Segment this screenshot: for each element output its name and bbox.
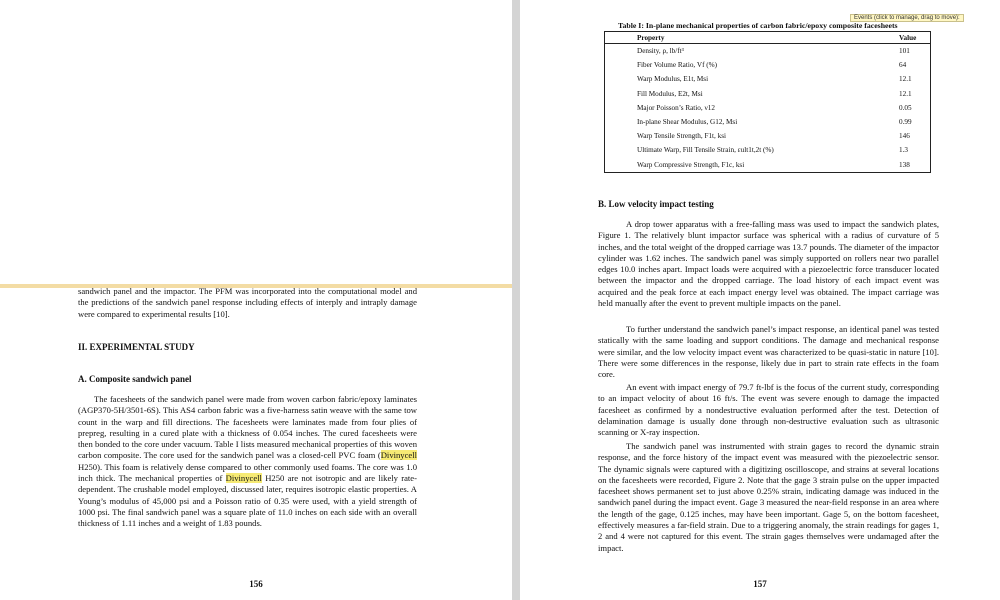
table-row — [605, 129, 931, 143]
table-row — [605, 143, 931, 157]
document-page-right — [520, 0, 1000, 600]
table-cell: In-plane Shear Modulus, G12, Msi — [637, 118, 738, 127]
table-cell: Warp Compressive Strength, F1c, ksi — [637, 160, 745, 169]
table-cell: 12.1 — [899, 89, 912, 98]
subsection-heading: A. Composite sandwich panel — [78, 374, 192, 384]
composite-paragraph — [78, 394, 417, 530]
blank-area — [0, 0, 512, 284]
para-text: The facesheets of the sandwich panel were made from woven carbon fabric/epoxy laminates (AGP370-5H/3501-6S). This AS4 carbon fabric was a five-harness satin weave with the same tow count in the warp and fill directions. The facesheets were laminates made from four plies of prepreg, resulting in a cured plate with a thickness of 0.054 inches. The cured facesheets were then bonded to the core under vacuum. Table I lists measured mechanical properties of this woven carbon composite. The core used for the sandwich panel was a closed-cell PVC foam ( — [78, 394, 417, 461]
table-row — [605, 87, 931, 101]
table-cell: Warp Tensile Strength, F1t, ksi — [637, 132, 727, 141]
table-header-row — [605, 32, 931, 44]
section-heading: II. EXPERIMENTAL STUDY — [78, 342, 195, 352]
impact-paragraph-1: A drop tower apparatus with a free-falling mass was used to impact the sandwich plates, Figure 1. The relatively blunt impactor surface was spherical with a radius of curvature of 5 inches, and the total weight of the dropped carriage was 13.7 pounds. The diameter of the impactor cylinder was 1.62 inches. The sandwich panel was simply supported on rollers near two parallel edges 10.0 inches apart. Impact loads were acquired with a piezoelectric force transducer located between the impactor and the dropped carriage. The load history of each impact event was acquired and the peak force at each impact energy level was obtained. The impact carriage was held manually after the event to prevent multiple impacts on the panel. — [598, 219, 939, 309]
table-row — [605, 115, 931, 129]
table-row — [605, 72, 931, 86]
table-cell: Warp Modulus, E1t, Msi — [637, 75, 709, 84]
page-number: 156 — [249, 579, 263, 589]
table-caption: Table I: In-plane mechanical properties of carbon fabric/epoxy composite facesheets — [618, 21, 898, 30]
impact-paragraph-2: To further understand the sandwich panel’s impact response, an identical panel was tested statically with the same loading and support conditions. The damage and mechanical response were similar, and the low velocity impact event was characterized to be quasi-static in nature [10]. There were some differences in the response, likely due in part to strain rate effects in the foam core. — [598, 324, 939, 380]
table-cell: Fill Modulus, E2t, Msi — [637, 89, 703, 98]
table-cell: Ultimate Warp, Fill Tensile Strain, εult1t,2t (%) — [637, 146, 774, 155]
table-cell: Major Poisson’s Ratio, ν12 — [637, 103, 715, 112]
table-cell: 0.05 — [899, 103, 912, 112]
page-number: 157 — [753, 579, 767, 589]
para-text: H250 are not isotropic and are likely rate-dependent. The crushable model employed, discussed later, requires isotropic elastic properties. A Young’s modulus of 45,000 psi and a Poisson ratio of 0.35 were used, with a yield strength of 1000 psi. The final sandwich panel was a square plate of 11.0 inches on each side with an overall thickness of 1.11 inches and a weight of 1.83 pounds. — [78, 473, 417, 529]
highlighted-term[interactable]: Divinycell — [225, 473, 262, 484]
section-heading: B. Low velocity impact testing — [598, 199, 714, 209]
events-annotation-label[interactable]: Events (click to manage, drag to move): — [850, 14, 964, 22]
table-row — [605, 101, 931, 115]
table-row — [605, 58, 931, 72]
table-header: Property — [605, 32, 838, 44]
table-cell: 138 — [899, 160, 910, 169]
table-header: Value — [837, 32, 931, 44]
impact-paragraph-3: An event with impact energy of 79.7 ft-lbf is the focus of the current study, corresponding to an impact velocity of about 16 ft/s. The event was severe enough to damage the impacted facesheet as confirmed by a nondestructive evaluation performed after the test. Detection of delamination damage is usually done through non-destructive evaluation such as ultrasonic scanning or X-ray inspection. — [598, 382, 939, 438]
table-cell: 101 — [899, 47, 910, 56]
table-cell: Fiber Volume Ratio, Vf (%) — [637, 61, 718, 70]
table-row — [605, 158, 931, 173]
properties-table — [604, 31, 931, 173]
table-cell: 0.99 — [899, 118, 912, 127]
para-text: H250). This foam is relatively dense compared to other commonly used foams. The core was 1.0 inch thick. The mechanical properties of — [78, 461, 417, 484]
table-cell: Density, ρ, lb/ft³ — [637, 47, 684, 56]
page-gutter — [512, 0, 520, 600]
table-cell: 146 — [899, 132, 910, 141]
table-cell: 64 — [899, 61, 907, 70]
table-cell: 1.3 — [899, 146, 908, 155]
table-row — [605, 44, 931, 59]
table-cell: 12.1 — [899, 75, 912, 84]
intro-paragraph: sandwich panel and the impactor. The PFM was incorporated into the computational model and the predictions of the sandwich panel response including effects of interply and intraply damage were compared to experimental results [10]. — [78, 286, 417, 319]
impact-paragraph-4: The sandwich panel was instrumented with strain gages to record the dynamic strain response, and the force history of the impact event was measured with the piezoelectric sensor. The dynamic signals were captured with a digitizing oscilloscope, and strains at several locations on the facesheets were recorded, Figure 2. Note that the gage 3 strain pulse on the upper impacted facesheet shows permanent set to just above 0.25% strain, indicating damage was induced in the sandwich panel during the impact event. Gage 3 measured the near-field response in an area where the length of the gage, 0.125 inches, may have been important. Gage 5, on the bottom facesheet, effectively measures a far-field strain. Due to a triggering anomaly, the strain readings for gages 1, 2 and 4 were not captured for this event. The strain gages themselves were undamaged after the impact. — [598, 441, 939, 553]
highlighted-term[interactable]: Divinycell — [380, 450, 417, 461]
